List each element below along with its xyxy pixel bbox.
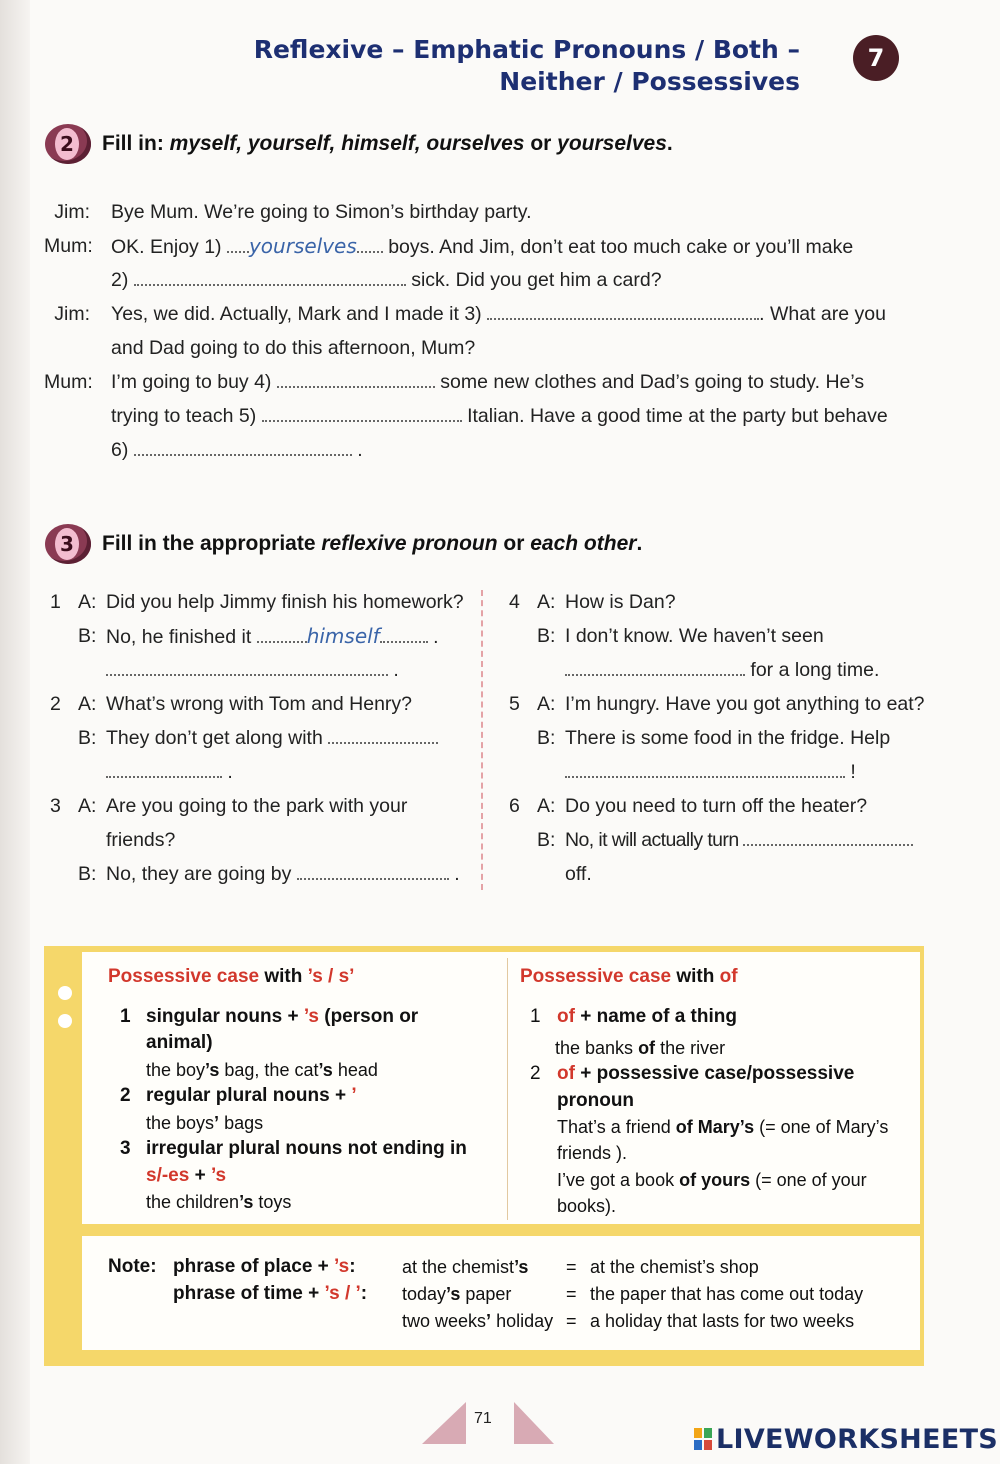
item-number: 6	[509, 795, 520, 817]
example-part: (= one of your	[750, 1170, 867, 1190]
rule-part: :	[349, 1256, 356, 1277]
rule-text: pronoun	[557, 1090, 635, 1111]
answer-blank-3[interactable]	[487, 304, 759, 320]
grammar-box-divider	[507, 958, 508, 1220]
liveworksheets-logo-icon	[694, 1428, 712, 1452]
item-b-continuation	[106, 653, 399, 687]
rule-number: 3	[120, 1138, 131, 1159]
rule-part: phrase of place +	[173, 1256, 335, 1277]
item-b-label: B:	[537, 829, 556, 851]
left-triangle	[422, 1402, 466, 1444]
rule-red: ’s / ’	[324, 1283, 361, 1304]
rule-number: 2	[120, 1085, 131, 1106]
line-text: sick. Did you get him a card?	[411, 269, 662, 291]
item-b-text: I don’t know. We haven’t seen	[565, 625, 824, 647]
note-equals: =	[566, 1284, 577, 1304]
liveworksheets-watermark[interactable]: LIVEWORKSHEETS	[716, 1424, 999, 1455]
rule-example	[557, 1167, 867, 1194]
item-b-label: B:	[537, 727, 556, 749]
rule-mark: ’	[351, 1085, 357, 1106]
heading-end: of	[719, 966, 738, 987]
item-a-label: A:	[78, 795, 97, 817]
item-a-label: A:	[78, 591, 97, 613]
example-part: today	[402, 1284, 447, 1304]
line-text: They don’t get along with	[106, 727, 323, 749]
heading-mid: with	[671, 966, 720, 987]
example-bold: ’	[486, 1311, 492, 1331]
dialogue-line	[111, 365, 864, 399]
exercise-3-right-column	[509, 585, 929, 895]
note-meaning: a holiday that lasts for two weeks	[590, 1311, 855, 1331]
speaker-label: Mum:	[44, 235, 93, 257]
line-text: 2)	[111, 269, 129, 291]
line-end: .	[393, 659, 399, 681]
dialogue-line	[111, 229, 853, 264]
line-end: !	[850, 761, 856, 783]
speaker-label: Jim:	[54, 303, 90, 325]
answer-blank-6[interactable]	[134, 440, 352, 456]
item-b-label: B:	[537, 625, 556, 647]
heading-end: ’s / s’	[307, 966, 355, 987]
example-part: toys	[253, 1192, 292, 1212]
item-b-continuation	[565, 755, 856, 789]
answer-dots	[380, 627, 428, 643]
note-meaning: at the chemist’s shop	[590, 1257, 759, 1277]
note-equals: =	[566, 1311, 577, 1331]
rule-example	[557, 1114, 888, 1141]
item-a-label: A:	[537, 693, 556, 715]
answer-blank[interactable]	[565, 660, 745, 676]
answer-blank-2[interactable]	[134, 270, 406, 286]
instruction-prefix: Fill in:	[102, 132, 170, 155]
title-line-2: Neither / Possessives	[499, 67, 800, 96]
example-part: paper	[460, 1284, 512, 1304]
rule-text	[557, 1004, 737, 1031]
instruction-end: .	[666, 132, 673, 155]
rule-part: phrase of time +	[173, 1283, 325, 1304]
grammar-right-column	[520, 964, 916, 1224]
answer-blank-4[interactable]	[277, 372, 435, 388]
line-text: Italian. Have a good time at the party but behave	[467, 405, 888, 427]
heading-red: Possessive case	[108, 966, 260, 987]
rule-part: regular plural nouns +	[146, 1085, 352, 1106]
note-example	[402, 1281, 511, 1308]
speaker-label: Jim:	[54, 201, 90, 223]
example-part: the banks	[555, 1038, 639, 1058]
item-b-label: B:	[78, 625, 97, 647]
example-bold: of	[638, 1038, 656, 1058]
rule-mark: ’s	[303, 1006, 319, 1027]
rule-part: :	[360, 1283, 368, 1304]
instruction-or: or	[497, 532, 531, 555]
rule-part: +	[189, 1165, 211, 1186]
rule-part: singular nouns +	[146, 1006, 304, 1027]
rule-red: ’s	[210, 1165, 227, 1186]
exercise-2-instruction	[102, 132, 673, 156]
answer-blank[interactable]	[328, 728, 438, 744]
example-part: the boys	[146, 1113, 215, 1133]
rule-text	[557, 1061, 854, 1088]
dialogue-line: and Dad going to do this afternoon, Mum?	[111, 337, 476, 359]
rule-part: + possessive case/possessive	[574, 1063, 855, 1084]
rule-example: books).	[557, 1196, 617, 1216]
instruction-italic: each other	[530, 532, 637, 555]
rule-number: 1	[120, 1006, 131, 1027]
item-b-text: There is some food in the fridge. Help	[565, 727, 891, 749]
item-number: 2	[50, 693, 61, 715]
line-text: boys. And Jim, don’t eat too much cake or you’ll make	[388, 236, 854, 258]
box-bullet-dot	[58, 986, 72, 1000]
rule-text	[146, 1004, 418, 1031]
example-bold: ’	[214, 1113, 220, 1133]
item-number: 4	[509, 591, 520, 613]
rule-example: friends ).	[557, 1143, 628, 1163]
example-bold: of yours	[679, 1170, 751, 1190]
line-text: I’m going to buy 4)	[111, 371, 272, 393]
dialogue-line	[111, 399, 888, 433]
answer-1[interactable]: yourselves	[248, 234, 357, 258]
instruction-italic: reflexive pronoun	[321, 532, 498, 555]
title-line-1: Reflexive – Emphatic Pronouns / Both –	[253, 35, 800, 64]
unit-badge: 7	[853, 35, 899, 81]
line-text: OK. Enjoy 1)	[111, 236, 222, 258]
exercise-number-badge	[45, 524, 91, 564]
exercise-number: 3	[55, 528, 79, 560]
item-a-continuation: friends?	[106, 829, 176, 851]
line-text: 6)	[111, 439, 129, 461]
rule-part: + name of a thing	[574, 1006, 737, 1027]
note-meaning: the paper that has come out today	[590, 1284, 864, 1304]
rule-text: irregular plural nouns not ending in	[146, 1138, 467, 1159]
example-bold: of Mary’s	[675, 1117, 755, 1137]
item-b-text	[106, 619, 439, 654]
example-part: at the chemist	[402, 1257, 515, 1277]
item-number: 1	[50, 591, 61, 613]
page-gutter	[0, 0, 30, 1464]
note-label: Note:	[108, 1256, 157, 1277]
item-b-continuation	[565, 653, 879, 687]
example-part: That’s a friend	[557, 1117, 676, 1137]
instruction-end: .	[636, 532, 643, 555]
item-a-label: A:	[78, 693, 97, 715]
note-example	[402, 1308, 553, 1335]
exercise-3-left-column	[50, 585, 475, 895]
note-equals: =	[566, 1257, 577, 1277]
item-a-text: Are you going to the park with your	[106, 795, 408, 817]
grammar-left-column	[108, 964, 503, 1224]
answer-dots	[257, 627, 307, 643]
item-b-continuation: off.	[565, 863, 592, 885]
item-number: 5	[509, 693, 520, 715]
dialogue-line	[111, 263, 662, 297]
note-example	[402, 1254, 528, 1281]
page-number: 71	[474, 1410, 492, 1427]
example-bold: ’s	[318, 1060, 333, 1080]
rule-example	[146, 1057, 378, 1084]
line-text: No, he finished it	[106, 626, 252, 648]
example-part: I’ve got a book	[557, 1170, 680, 1190]
item-a-label: A:	[537, 795, 556, 817]
line-end: .	[433, 626, 439, 648]
instruction-words: myself, yourself, himself, ourselves	[169, 132, 525, 155]
item-a-text: What’s wrong with Tom and Henry?	[106, 693, 413, 715]
answer-dots	[106, 660, 388, 676]
rule-example	[146, 1189, 291, 1216]
line-text: . What are you	[759, 303, 886, 325]
rule-red: of	[557, 1063, 575, 1084]
box-bullet-dot	[58, 1014, 72, 1028]
answer-himself[interactable]: himself	[306, 624, 380, 648]
grammar-note	[108, 1254, 908, 1338]
line-end: .	[454, 863, 460, 885]
rule-number: 1	[530, 1006, 541, 1027]
exercise-number-badge	[45, 124, 91, 164]
example-bold: ’s	[514, 1257, 529, 1277]
rule-number: 2	[530, 1063, 541, 1084]
line-text: No, it will actually turn	[565, 829, 739, 851]
exercise-3-instruction	[102, 532, 642, 556]
example-part: bag, the cat	[219, 1060, 319, 1080]
example-bold: ’s	[205, 1060, 220, 1080]
example-part: holiday	[491, 1311, 554, 1331]
line-text: trying to teach 5)	[111, 405, 257, 427]
note-rule	[173, 1281, 367, 1308]
item-b-label: B:	[78, 863, 97, 885]
dialogue-line	[111, 433, 363, 467]
answer-dots	[106, 762, 222, 778]
item-a-text: How is Dan?	[565, 591, 676, 613]
heading-mid: with	[259, 966, 308, 987]
rule-text	[146, 1083, 357, 1110]
answer-blank[interactable]	[743, 830, 913, 846]
right-triangle	[514, 1402, 554, 1444]
rule-example	[555, 1035, 725, 1062]
page-title	[150, 34, 800, 98]
instruction-or: or	[524, 132, 558, 155]
example-part: bags	[219, 1113, 264, 1133]
line-end: .	[227, 761, 233, 783]
line-text: Yes, we did. Actually, Mark and I made it 3)	[111, 303, 482, 325]
line-text: No, they are going by	[106, 863, 292, 885]
item-a-label: A:	[537, 591, 556, 613]
example-part: the children	[146, 1192, 240, 1212]
example-part: two weeks	[402, 1311, 487, 1331]
item-b-text	[106, 857, 460, 891]
item-a-text: I’m hungry. Have you got anything to eat?	[565, 693, 925, 715]
rule-red: s/-es	[146, 1165, 190, 1186]
instruction-last-word: yourselves	[557, 132, 667, 155]
item-a-text: Do you need to turn off the heater?	[565, 795, 868, 817]
right-heading	[520, 964, 738, 991]
rule-text: animal)	[146, 1032, 213, 1053]
exercise-2-dialogue	[44, 195, 944, 475]
note-rule	[173, 1254, 356, 1281]
rule-red: of	[557, 1006, 575, 1027]
line-text: for a long time.	[750, 659, 880, 681]
left-heading	[108, 964, 354, 991]
rule-text	[146, 1163, 226, 1190]
example-part: head	[332, 1060, 378, 1080]
answer-dots	[357, 237, 383, 253]
rule-example	[146, 1110, 263, 1137]
line-text: .	[357, 439, 363, 461]
instruction-prefix: Fill in the appropriate	[102, 532, 322, 555]
item-b-text	[565, 823, 913, 857]
rule-red: ’s	[334, 1256, 350, 1277]
answer-blank[interactable]	[297, 864, 449, 880]
answer-blank[interactable]	[565, 762, 845, 778]
item-number: 3	[50, 795, 61, 817]
line-text: some new clothes and Dad’s going to study. He’s	[440, 371, 865, 393]
example-part: the river	[655, 1038, 726, 1058]
item-a-text: Did you help Jimmy finish his homework?	[106, 591, 464, 613]
column-divider	[481, 590, 483, 890]
item-b-label: B:	[78, 727, 97, 749]
speaker-label: Mum:	[44, 371, 93, 393]
example-bold: ’s	[446, 1284, 461, 1304]
dialogue-line: Bye Mum. We’re going to Simon’s birthday party.	[111, 201, 532, 223]
rule-part: (person or	[318, 1006, 419, 1027]
dialogue-line	[111, 297, 886, 331]
exercise-number: 2	[55, 128, 79, 160]
answer-dots	[227, 237, 249, 253]
answer-blank-5[interactable]	[262, 406, 462, 422]
item-b-continuation	[106, 755, 233, 789]
example-bold: ’s	[239, 1192, 254, 1212]
item-b-text	[106, 721, 438, 755]
example-part: the boy	[146, 1060, 206, 1080]
example-part: (= one of Mary’s	[754, 1117, 889, 1137]
heading-red: Possessive case	[520, 966, 672, 987]
